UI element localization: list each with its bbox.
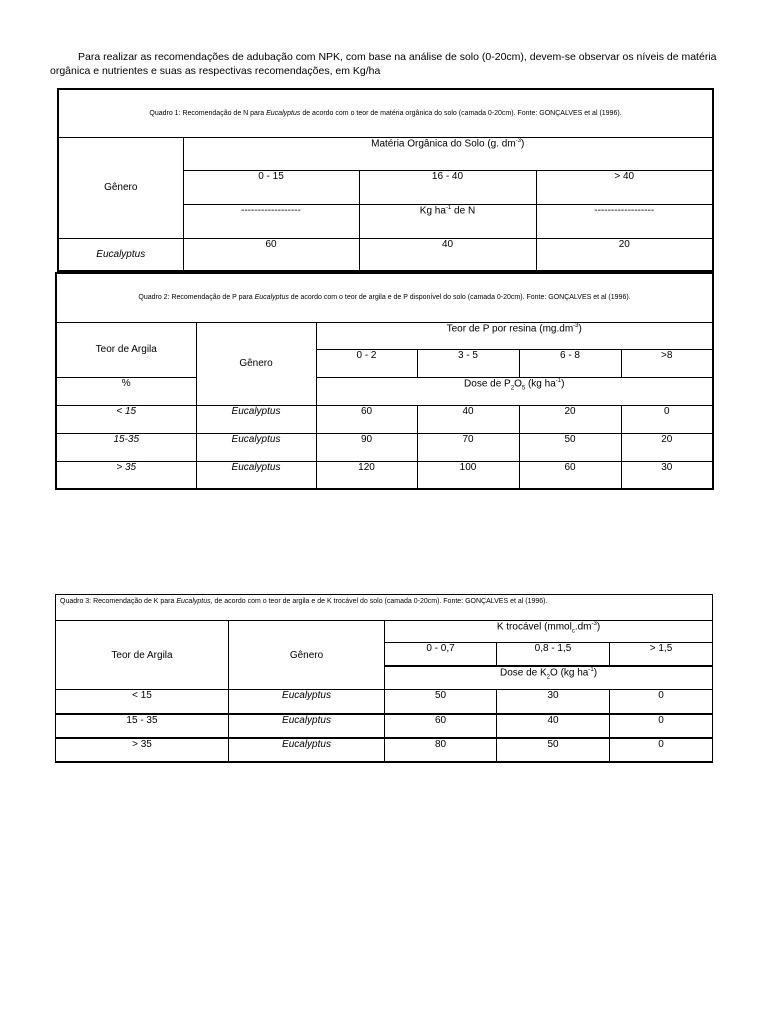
- argila-cell: 15 - 35: [56, 714, 229, 738]
- argila-cell: < 15: [56, 690, 229, 714]
- argila-cell: > 35: [56, 461, 196, 489]
- percent-cell: %: [56, 377, 196, 405]
- value-cell: 90: [316, 433, 417, 461]
- value-cell: 20: [621, 433, 713, 461]
- genero-header: Gênero: [196, 322, 316, 405]
- range-cell: 16 - 40: [359, 170, 536, 204]
- value-cell: 30: [497, 690, 610, 714]
- genus-cell: Eucalyptus: [229, 714, 385, 738]
- materia-organica-header: Matéria Orgânica do Solo (g. $dm^{-3}$): [183, 137, 713, 170]
- value-cell: 20: [519, 405, 621, 433]
- value-cell: 40: [359, 238, 536, 271]
- range-cell: 0,8 - 1,5: [497, 643, 610, 666]
- table-quadro-1: [57, 88, 714, 272]
- range-cell: 6 - 8: [519, 349, 621, 377]
- value-cell: 40: [417, 405, 519, 433]
- genus-cell: Eucalyptus: [196, 433, 316, 461]
- dash-cell: ------------------: [183, 204, 359, 238]
- value-cell: 70: [417, 433, 519, 461]
- k-trocavel-header: K trocável $(mmol_c.dm^{-3})$: [385, 621, 713, 643]
- table-quadro-3: [55, 594, 713, 763]
- value-cell: 100: [417, 461, 519, 489]
- value-cell: 50: [519, 433, 621, 461]
- range-cell: 0 - 15: [183, 170, 359, 204]
- genus-cell: Eucalyptus: [229, 690, 385, 714]
- argila-header: Teor de Argila: [56, 322, 196, 377]
- value-cell: 30: [621, 461, 713, 489]
- dose-p-header: Dose de $P_2O_5$ (kg $ha^{-1}$): [316, 377, 713, 405]
- genus-cell: Eucalyptus: [229, 738, 385, 762]
- unit-cell: Kg $ha^{-1}$ de N: [359, 204, 536, 238]
- value-cell: 80: [385, 738, 497, 762]
- table-quadro-2: [55, 272, 714, 490]
- genero-header: Gênero: [229, 621, 385, 690]
- argila-cell: > 35: [56, 738, 229, 762]
- value-cell: 0: [621, 405, 713, 433]
- quadro-2-caption: Quadro 2: Recomendação de P para Eucalyptus de acordo com o teor de argila e de P disponível do solo (camada 0-20cm). Fonte: GONÇALVES et al (1996).: [56, 273, 713, 322]
- range-cell: > 1,5: [610, 643, 713, 666]
- genus-cell: Eucalyptus: [196, 461, 316, 489]
- quadro-1-caption: Quadro 1: Recomendação de N para Eucalyptus de acordo com o teor de matéria orgânica do solo (camada 0-20cm). Fonte: GONÇALVES et al (1996).: [58, 89, 713, 137]
- dose-k-header: Dose de $K_2O$ (kg $ha^{-1}$): [385, 666, 713, 690]
- range-cell: 0 - 2: [316, 349, 417, 377]
- value-cell: 60: [316, 405, 417, 433]
- range-cell: 0 - 0,7: [385, 643, 497, 666]
- genero-header: Gênero: [58, 137, 183, 238]
- range-cell: > 40: [536, 170, 713, 204]
- range-cell: >8: [621, 349, 713, 377]
- range-cell: 3 - 5: [417, 349, 519, 377]
- quadro-3-caption: Quadro 3: Recomendação de K para Eucalyptus, de acordo com o teor de argila e de K trocável do solo (camada 0-20cm). Fonte: GONÇALVES et al (1996).: [56, 595, 713, 621]
- value-cell: 20: [536, 238, 713, 271]
- value-cell: 60: [183, 238, 359, 271]
- value-cell: 40: [497, 714, 610, 738]
- value-cell: 50: [385, 690, 497, 714]
- value-cell: 0: [610, 690, 713, 714]
- argila-cell: < 15: [56, 405, 196, 433]
- value-cell: 0: [610, 738, 713, 762]
- genus-cell: Eucalyptus: [58, 238, 183, 271]
- argila-header: Teor de Argila: [56, 621, 229, 690]
- value-cell: 50: [497, 738, 610, 762]
- teor-p-header: Teor de P por resina $(mg.dm^{-3})$: [316, 322, 713, 349]
- argila-cell: 15-35: [56, 433, 196, 461]
- dash-cell: ------------------: [536, 204, 713, 238]
- value-cell: 60: [385, 714, 497, 738]
- intro-paragraph: Para realizar as recomendações de adubação com NPK, com base na análise de solo (0-20cm), devem-se observar os níveis de matéria orgânica e nutrientes e suas as respectivas recomendações, em Kg/ha: [50, 51, 717, 77]
- genus-cell: Eucalyptus: [196, 405, 316, 433]
- value-cell: 0: [610, 714, 713, 738]
- value-cell: 60: [519, 461, 621, 489]
- value-cell: 120: [316, 461, 417, 489]
